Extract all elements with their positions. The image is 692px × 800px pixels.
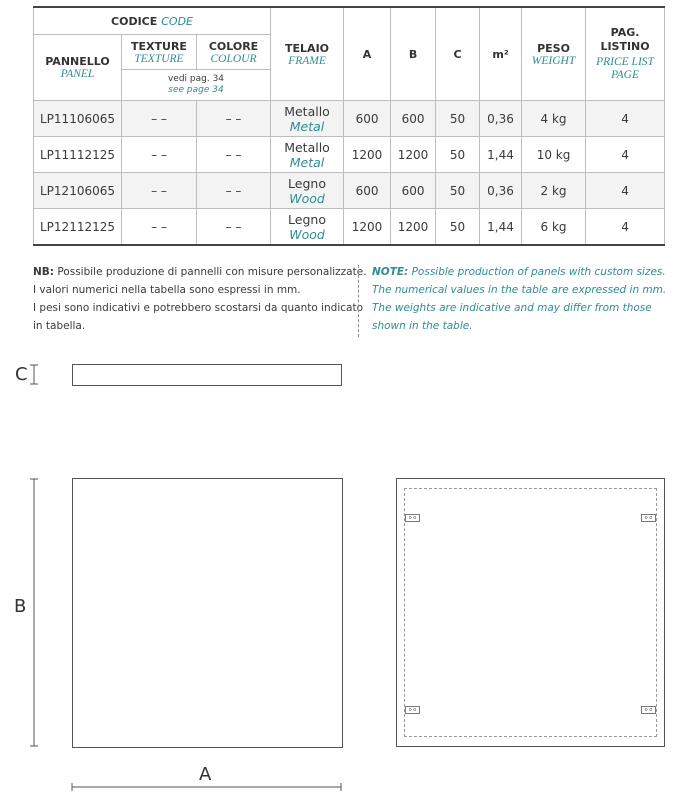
panel-back-view (396, 478, 665, 747)
cell-texture: – – (122, 101, 197, 137)
header-m2: m² (480, 7, 522, 101)
header-frame: TELAIO FRAME (271, 7, 344, 101)
cell-colour: – – (197, 209, 271, 246)
cell-a: 600 (344, 101, 391, 137)
cell-m2: 0,36 (480, 101, 522, 137)
cell-b: 600 (391, 173, 436, 209)
cell-texture: – – (122, 209, 197, 246)
mounting-bracket-icon: o o (405, 514, 420, 522)
header-a: A (344, 7, 391, 101)
panel-frame-outline (404, 488, 657, 737)
cell-weight: 4 kg (522, 101, 586, 137)
cell-m2: 0,36 (480, 173, 522, 209)
label-a: A (199, 764, 212, 785)
header-code: CODICE CODE (34, 7, 271, 35)
cell-c: 50 (436, 173, 480, 209)
panel-front-view (72, 478, 343, 748)
cell-c: 50 (436, 209, 480, 246)
cell-page: 4 (586, 173, 665, 209)
cell-code: LP11112125 (34, 137, 122, 173)
header-panel: PANNELLO PANEL (34, 35, 122, 101)
cell-frame: Metallo Metal (271, 137, 344, 173)
dimension-c-marker (30, 365, 38, 384)
cell-c: 50 (436, 137, 480, 173)
header-c: C (436, 7, 480, 101)
cell-b: 1200 (391, 209, 436, 246)
header-colour: COLORE COLOUR (197, 35, 271, 70)
header-texture: TEXTURE TEXTURE (122, 35, 197, 70)
note-it-label: NB: (33, 266, 54, 278)
cell-frame: Metallo Metal (271, 101, 344, 137)
cell-a: 1200 (344, 137, 391, 173)
cell-texture: – – (122, 137, 197, 173)
mounting-bracket-icon: o o (641, 706, 656, 714)
note-en-label: NOTE: (372, 266, 409, 278)
cell-colour: – – (197, 101, 271, 137)
cell-code: LP12106065 (34, 173, 122, 209)
cell-b: 1200 (391, 137, 436, 173)
cell-page: 4 (586, 137, 665, 173)
cell-code: LP12112125 (34, 209, 122, 246)
cell-colour: – – (197, 173, 271, 209)
label-b: B (14, 596, 27, 617)
cell-a: 1200 (344, 209, 391, 246)
cell-m2: 1,44 (480, 209, 522, 246)
cell-weight: 2 kg (522, 173, 586, 209)
cell-b: 600 (391, 101, 436, 137)
cell-m2: 1,44 (480, 137, 522, 173)
header-b: B (391, 7, 436, 101)
label-c: C (15, 364, 28, 385)
panel-thickness-view (72, 364, 342, 386)
see-page-note: vedi pag. 34 see page 34 (122, 70, 271, 101)
cell-weight: 6 kg (522, 209, 586, 246)
cell-page: 4 (586, 209, 665, 246)
header-price-list: PAG. LISTINO PRICE LIST PAGE (586, 7, 665, 101)
cell-texture: – – (122, 173, 197, 209)
header-weight: PESO WEIGHT (522, 7, 586, 101)
cell-page: 4 (586, 101, 665, 137)
cell-weight: 10 kg (522, 137, 586, 173)
note-italian: NB: Possibile produzione di pannelli con misure personalizzate. I valori numerici nella tabella sono espressi in mm. I pesi sono indicativi e potrebbero scostarsi da quanto indicato in tabella. (33, 266, 367, 332)
cell-colour: – – (197, 137, 271, 173)
cell-code: LP11106065 (34, 101, 122, 137)
dimension-b-line (30, 479, 38, 746)
cell-c: 50 (436, 101, 480, 137)
mounting-bracket-icon: o o (405, 706, 420, 714)
mounting-bracket-icon: o o (641, 514, 656, 522)
note-english: NOTE: Possible production of panels with custom sizes. The numerical values in the table are expressed in mm. The weights are indicative and may differ from those shown in the table. (372, 266, 667, 332)
cell-frame: Legno Wood (271, 173, 344, 209)
cell-frame: Legno Wood (271, 209, 344, 246)
cell-a: 600 (344, 173, 391, 209)
